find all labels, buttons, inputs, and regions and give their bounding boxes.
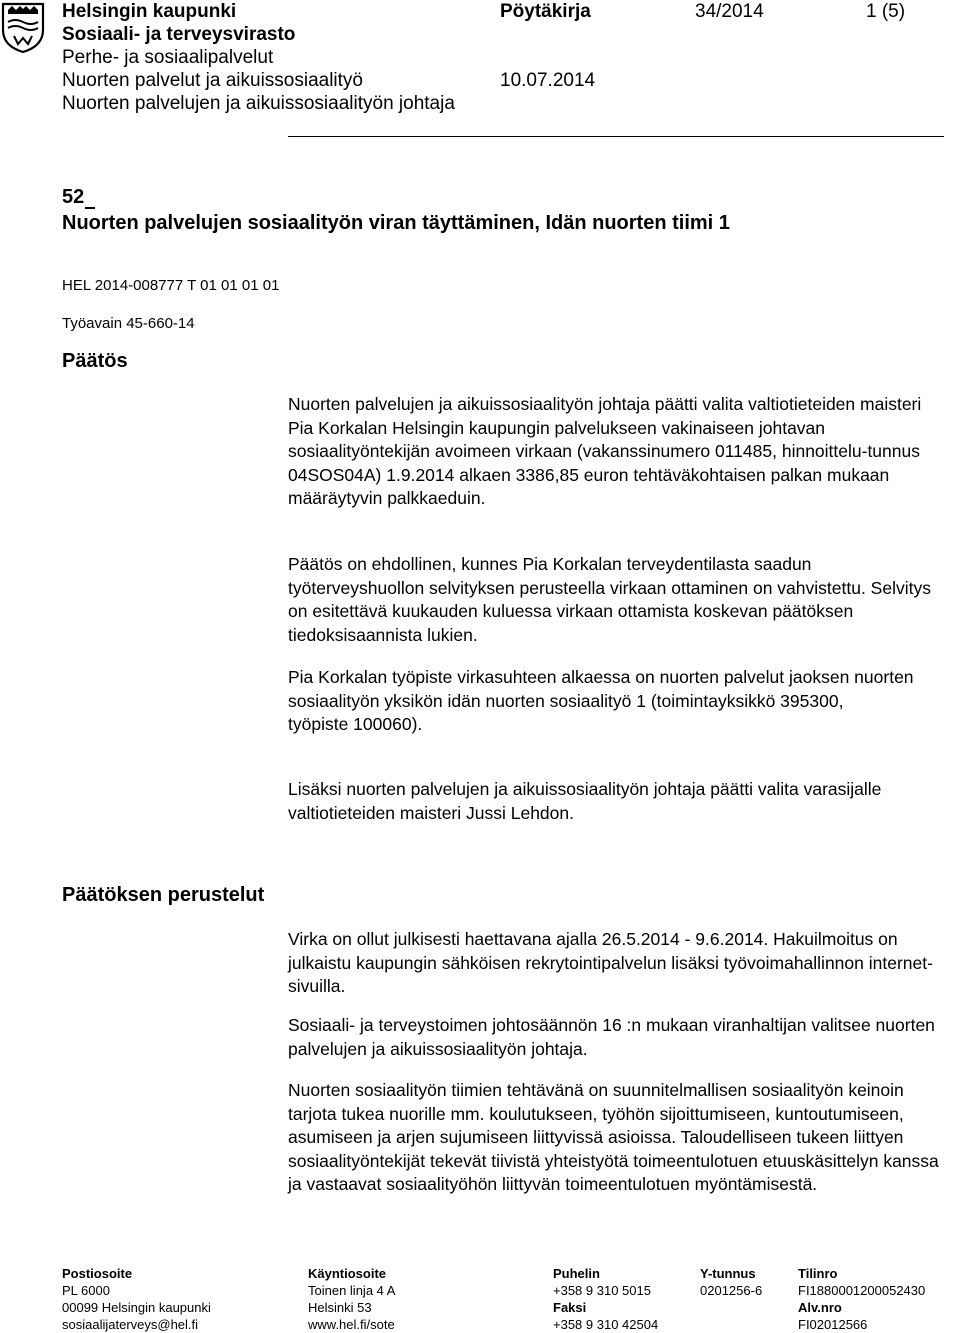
grounds-paragraph-2: Sosiaali- ja terveystoimen johtosäännön 16 :n mukaan viranhaltijan valitsee nuorten palvelujen ja aikuissosiaalityön johtaja. — [288, 1015, 935, 1059]
footer-fax-heading: Faksi — [553, 1300, 587, 1315]
grounds-label: Päätöksen perustelut — [62, 884, 265, 906]
footer-vat-heading: Alv.nro — [798, 1300, 842, 1315]
footer-vat-value: FI02012566 — [798, 1317, 868, 1332]
footer-postal-heading: Postiosoite — [62, 1266, 133, 1281]
footer-visiting-heading: Käyntiosoite — [308, 1266, 387, 1281]
footer-fax-value: +358 9 310 42504 — [553, 1317, 659, 1332]
header-divider — [288, 136, 944, 137]
case-id: HEL 2014-008777 T 01 01 01 01 — [62, 277, 280, 294]
work-id: Työavain 45-660-14 — [62, 315, 195, 332]
footer-account-heading: Tilinro — [798, 1266, 838, 1281]
footer-visiting-line: Toinen linja 4 A — [308, 1283, 396, 1298]
footer-phone — [553, 1265, 658, 1333]
footer-business-id — [700, 1265, 762, 1299]
footer-account-value: FI1880001200052430 — [798, 1283, 926, 1298]
footer-phone-value: +358 9 310 5015 — [553, 1283, 651, 1298]
decision-paragraph-1: Nuorten palvelujen ja aikuissosiaalityön johtaja päätti valita valtiotieteiden maisteri Pia Korkalan Helsingin kaupungin palvelukseen vakinaiseen johtavan sosiaalityöntekijän avoimeen virkaan (vakanssinumero 011485, hinnoittelu-tunnus 04SOS04A) 1.9.2014 alkaen 3386,85 euron tehtäväkohtaisen palkan mukaan määräytyvin palkkaeduin. — [288, 394, 922, 508]
footer-postal-line: 00099 Helsingin kaupunki — [62, 1300, 211, 1315]
header-doc-number: 34/2014 — [695, 1, 764, 22]
helsinki-crest-logo — [0, 0, 46, 54]
decision-paragraph-4: Lisäksi nuorten palvelujen ja aikuissosiaalityön johtaja päätti valita varasijalle valtiotieteiden maisteri Jussi Lehdon. — [288, 779, 882, 823]
footer-business-id-heading: Y-tunnus — [700, 1266, 756, 1281]
decision-paragraph-2: Päätös on ehdollinen, kunnes Pia Korkalan terveydentilasta saadun työterveyshuollon selvityksen perusteella virkaan ottaminen on vahvistettu. Selvitys on esitettävä kuukauden kuluessa virkaan ottamista koskevan päätöksen tiedoksisaannista lukien. — [288, 554, 931, 645]
header-division: Perhe- ja sosiaalipalvelut — [62, 47, 274, 68]
grounds-paragraph-3: Nuorten sosiaalityön tiimien tehtävänä on suunnitelmallisen sosiaalityön keinoin tarjota tukea nuorille mm. koulutukseen, työhön sijoittumiseen, kuntoutumiseen, asumiseen ja arjen sujumiseen liittyvissä asioissa. Taloudelliseen tukeen liittyen sosiaalityöntekijät tekevät tiivistä yhteistyötä toimeentulotuen etuuskäsittelyn kanssa ja vastaavat sosiaalityöhön liittyvän toimeentulotuen myöntämisestä. — [288, 1080, 939, 1194]
footer-postal-email: sosiaalijaterveys@hel.fi — [62, 1317, 199, 1332]
footer-visiting-line: Helsinki 53 — [308, 1300, 372, 1315]
footer-visiting — [308, 1265, 395, 1333]
header-page: 1 (5) — [866, 1, 906, 22]
footer-account — [798, 1265, 925, 1333]
header-date: 10.07.2014 — [500, 70, 596, 91]
header-org: Helsingin kaupunki — [62, 1, 237, 22]
grounds-paragraph-1: Virka on ollut julkisesti haettavana ajalla 26.5.2014 - 9.6.2014. Hakuilmoitus on julkaistu kaupungin sähköisen rekrytointipalvelun lisäksi työvoimahallinnon internet-sivuilla. — [288, 929, 933, 996]
header-department: Sosiaali- ja terveysvirasto — [62, 24, 296, 45]
decision-label: Päätös — [62, 350, 128, 372]
footer-visiting-url: www.hel.fi/sote — [308, 1317, 395, 1332]
section-number: 52 — [62, 186, 95, 209]
footer-phone-heading: Puhelin — [553, 1266, 600, 1281]
decision-paragraph-3: Pia Korkalan työpiste virkasuhteen alkaessa on nuorten palvelut jaoksen nuorten sosiaalityön yksikön idän nuorten sosiaalityö 1 (toimintayksikkö 395300, työpiste 100060). — [288, 667, 914, 734]
footer-business-id-value: 0201256-6 — [700, 1283, 763, 1298]
header-decision-maker: Nuorten palvelujen ja aikuissosiaalityön johtaja — [62, 93, 455, 114]
header-unit: Nuorten palvelut ja aikuissosiaalityö — [62, 70, 363, 91]
footer-postal-line: PL 6000 — [62, 1283, 110, 1298]
header-doc-type: Pöytäkirja — [500, 1, 591, 22]
footer-postal — [62, 1265, 211, 1333]
section-title: Nuorten palvelujen sosiaalityön viran täyttäminen, Idän nuorten tiimi 1 — [62, 212, 730, 234]
